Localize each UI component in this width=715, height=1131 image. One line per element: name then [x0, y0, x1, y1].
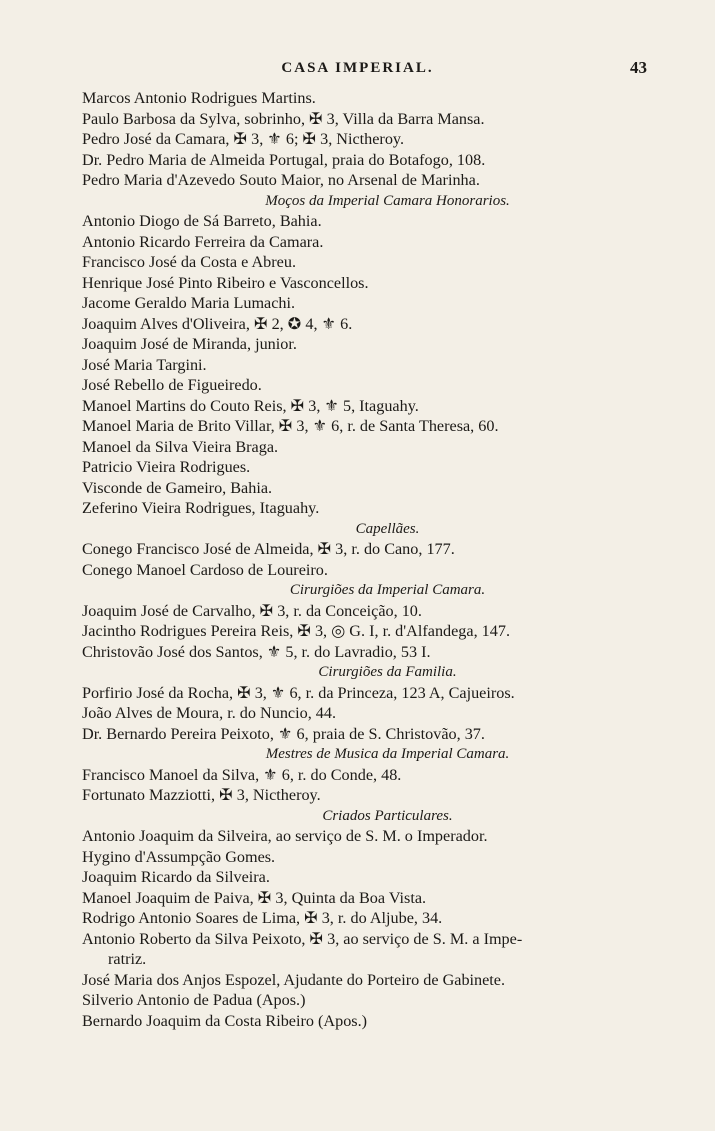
list-entry: Manoel Maria de Brito Villar, ✠ 3, ⚜ 6, r. de Santa Theresa, 60. [82, 417, 499, 435]
list-entry: Bernardo Joaquim da Costa Ribeiro (Apos.) [82, 1011, 368, 1030]
list-entry: Rodrigo Antonio Soares de Lima, ✠ 3, r. do Aljube, 34. [82, 909, 443, 927]
section-heading: Cirurgiões da Familia. [318, 664, 457, 680]
list-entry: Manoel Martins do Couto Reis, ✠ 3, ⚜ 5, Itaguahy. [82, 396, 419, 415]
list-entry: Dr. Pedro Maria de Almeida Portugal, praia do Botafogo, 108. [82, 150, 486, 169]
list-entry: Marcos Antonio Rodrigues Martins. [82, 89, 316, 107]
list-entry: Fortunato Mazziotti, ✠ 3, Nictheroy. [82, 786, 321, 804]
list-entry: Joaquim Alves d'Oliveira, ✠ 2, ✪ 4, ⚜ 6. [82, 314, 353, 333]
list-entry: Joaquim Ricardo da Silveira. [82, 868, 270, 886]
list-entry: Henrique José Pinto Ribeiro e Vasconcellos. [82, 273, 369, 292]
list-entry: José Maria Targini. [82, 355, 207, 374]
section-heading: Criados Particulares. [322, 807, 453, 824]
list-entry: José Rebello de Figueiredo. [82, 376, 262, 394]
list-entry: Visconde de Gameiro, Bahia. [82, 478, 273, 497]
list-entry: Joaquim José de Carvalho, ✠ 3, r. da Conceição, 10. [82, 601, 422, 620]
list-entry: Jacome Geraldo Maria Lumachi. [82, 294, 296, 312]
list-entry: Antonio Roberto da Silva Peixoto, ✠ 3, ao serviço de S. M. a Impe- [82, 929, 523, 948]
list-entry: Manoel da Silva Vieira Braga. [82, 437, 279, 456]
list-entry: Silverio Antonio de Padua (Apos.) [82, 991, 306, 1009]
list-entry: Zeferino Vieira Rodrigues, Itaguahy. [82, 499, 320, 517]
list-entry: Pedro José da Camara, ✠ 3, ⚜ 6; ✠ 3, Nictheroy. [82, 130, 405, 148]
list-entry: José Maria dos Anjos Espozel, Ajudante do Porteiro de Gabinete. [82, 970, 506, 989]
list-entry: Francisco Manoel da Silva, ⚜ 6, r. do Conde, 48. [82, 765, 402, 784]
page-body [82, 88, 657, 1031]
list-entry: Christovão José dos Santos, ⚜ 5, r. do Lavradio, 53 I. [82, 642, 431, 661]
section-heading: Mestres de Musica da Imperial Camara. [265, 746, 510, 762]
list-entry: Hygino d'Assumpção Gomes. [82, 847, 276, 866]
running-title: CASA IMPERIAL. [281, 60, 434, 76]
list-entry: Patricio Vieira Rodrigues. [82, 458, 251, 476]
list-entry: Conego Manoel Cardoso de Loureiro. [82, 560, 328, 579]
list-entry: Francisco José da Costa e Abreu. [82, 253, 296, 271]
entry-continuation: ratriz. [108, 950, 147, 968]
section-heading: Moços da Imperial Camara Honorarios. [265, 192, 510, 209]
list-entry: Manoel Joaquim de Paiva, ✠ 3, Quinta da Boa Vista. [82, 888, 427, 907]
list-entry: Porfirio José da Rocha, ✠ 3, ⚜ 6, r. da Princeza, 123 A, Cajueiros. [82, 683, 515, 702]
list-entry: Conego Francisco José de Almeida, ✠ 3, r. do Cano, 177. [82, 540, 455, 558]
list-entry: Antonio Joaquim da Silveira, ao serviço de S. M. o Imperador. [82, 827, 488, 845]
page-header [0, 56, 715, 84]
list-entry: Dr. Bernardo Pereira Peixoto, ⚜ 6, praia de S. Christovão, 37. [82, 724, 485, 743]
list-entry: João Alves de Moura, r. do Nuncio, 44. [82, 704, 337, 722]
section-heading: Capellães. [355, 520, 420, 537]
list-entry: Pedro Maria d'Azevedo Souto Maior, no Arsenal de Marinha. [82, 171, 480, 189]
list-entry: Antonio Ricardo Ferreira da Camara. [82, 232, 324, 251]
page-number: 43 [630, 58, 647, 77]
list-entry: Joaquim José de Miranda, junior. [82, 335, 297, 353]
list-entry: Paulo Barbosa da Sylva, sobrinho, ✠ 3, Villa da Barra Mansa. [82, 109, 485, 128]
list-entry: Jacintho Rodrigues Pereira Reis, ✠ 3, ◎ G. I, r. d'Alfandega, 147. [82, 622, 511, 640]
section-heading: Cirurgiões da Imperial Camara. [289, 582, 486, 598]
list-entry: Antonio Diogo de Sá Barreto, Bahia. [82, 212, 322, 230]
